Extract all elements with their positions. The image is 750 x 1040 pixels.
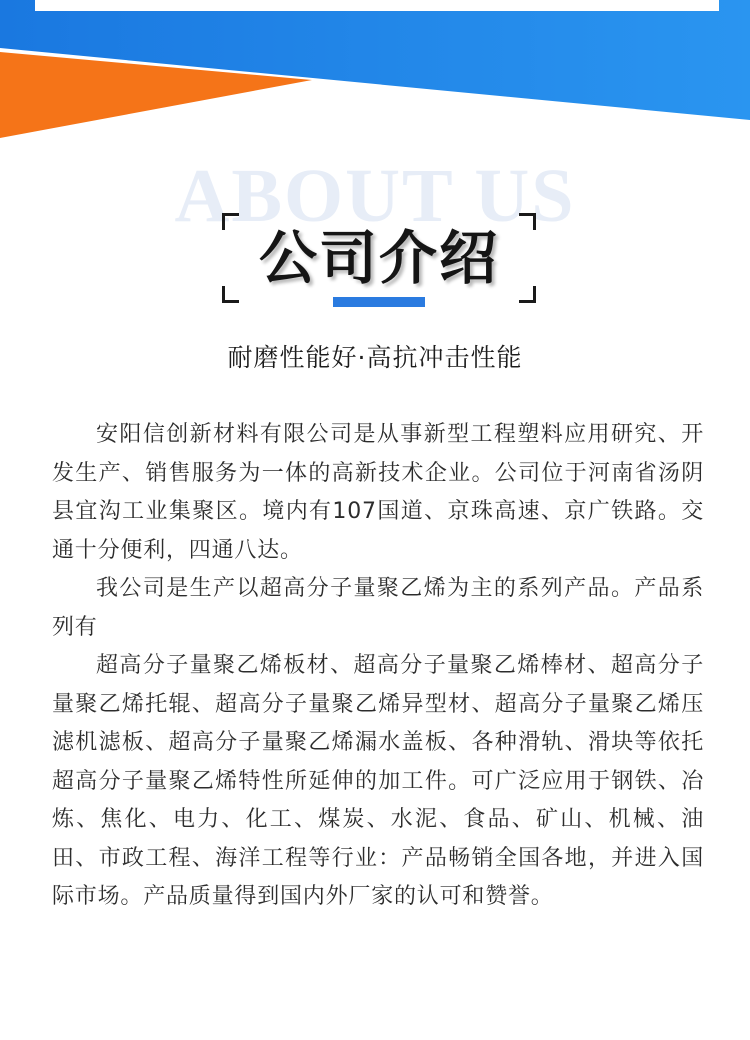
top-white-panel bbox=[35, 0, 719, 11]
paragraph-intro: 安阳信创新材料有限公司是从事新型工程塑料应用研究、开发生产、销售服务为一体的高新技术企业。公司位于河南省汤阴县宜沟工业集聚区。境内有107国道、京珠高速、京广铁路。交通十分便利，四通八达。 bbox=[52, 422, 704, 563]
paragraph-products-lead: 我公司是生产以超高分子量聚乙烯为主的系列产品。产品系列有 bbox=[52, 576, 704, 640]
header-decoration bbox=[0, 0, 750, 140]
subtitle: 耐磨性能好·高抗冲击性能 bbox=[227, 343, 523, 372]
paragraph-products-detail: 超高分子量聚乙烯板材、超高分子量聚乙烯棒材、超高分子量聚乙烯托辊、超高分子量聚乙烯异型材、超高分子量聚乙烯压滤机滤板、超高分子量聚乙烯漏水盖板、各种滑轨、滑块等依托超高分子量聚乙烯特性所延伸的加工件。可广泛应用于钢铁、冶炼、焦化、电力、化工、煤炭、水泥、食品、矿山、机械、油田、市政工程、海洋工程等行业：产品畅销全国各地，并进入国际市场。产品质量得到国内外厂家的认可和赞誉。 bbox=[52, 653, 704, 909]
company-intro-text bbox=[52, 416, 704, 917]
title-frame bbox=[222, 213, 536, 303]
header-band bbox=[0, 0, 750, 140]
page-title: 公司介绍 bbox=[258, 224, 499, 292]
watermark-about-us: ABOUT US bbox=[174, 154, 576, 238]
title-underline-bar bbox=[333, 297, 425, 307]
